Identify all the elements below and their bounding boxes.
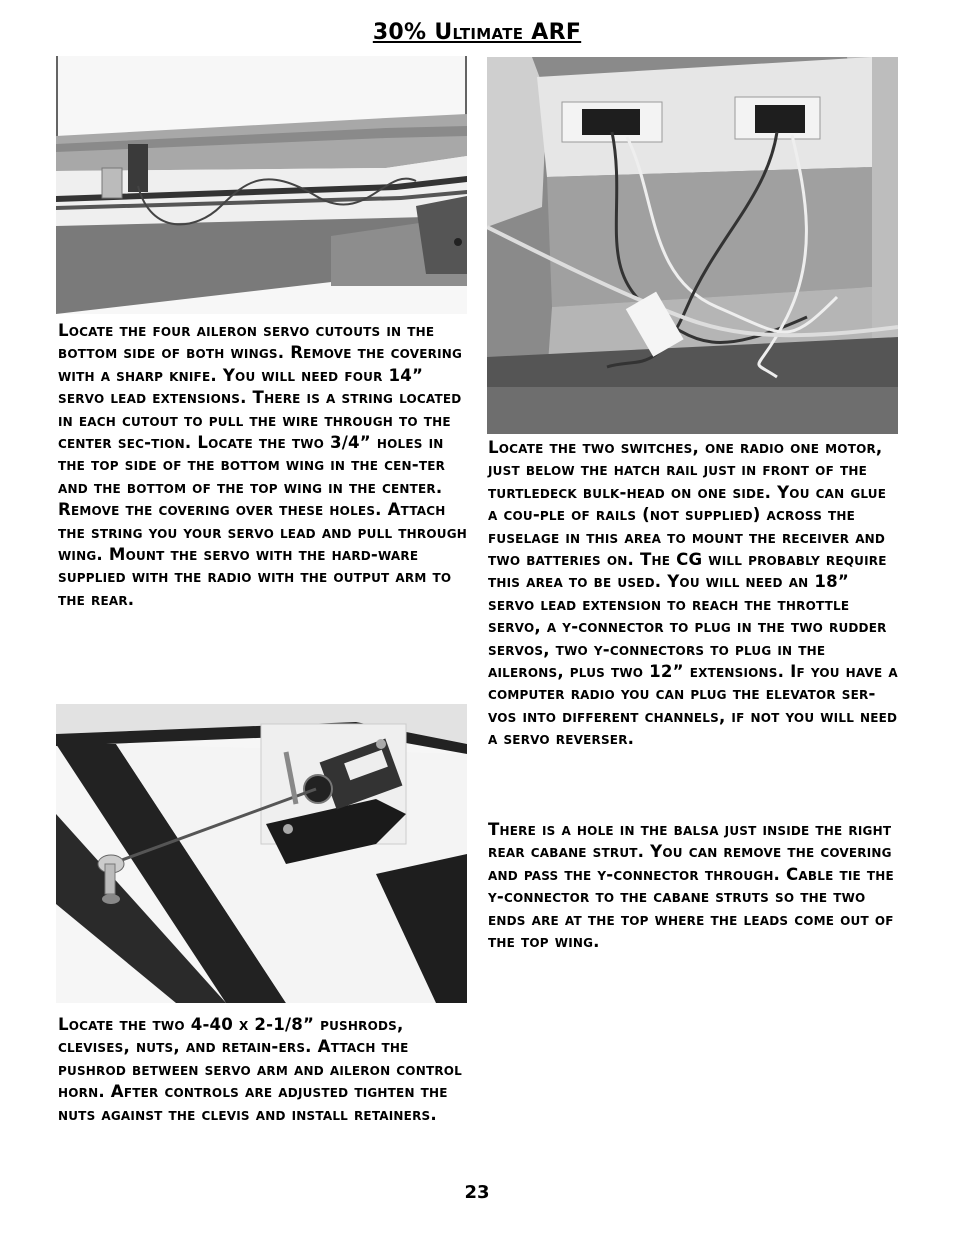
photo-servo-pushrod	[56, 704, 467, 1003]
switches-instructions: Locate the two switches, one radio one motor, just below the hatch rail just in front of the turtledeck bulk-head on one side. You can glue a cou-ple of rails (not supplied) across the fuselage in this area to mount the receiver and two batteries on. The CG will probably require this area to be used. You will need an 18” servo lead extension to reach the throttle servo, a y-connector to plug in the two rudder servos, two y-connectors to plug in the ailerons, plus two 12” extensions. If you have a computer radio you can plug the elevator ser-vos into different channels, if not you will need a servo reverser.	[488, 438, 898, 749]
photo-aileron-servo-cutout	[56, 56, 467, 314]
page-title: 30% Ultimate ARF	[372, 20, 582, 45]
pushrod-instructions: Locate the two 4-40 x 2-1/8” pushrods, clevises, nuts, and retain-ers. Attach the pushrod between servo arm and aileron control horn. After controls are adjusted tighten the nuts against the clevis and install retainers.	[58, 1015, 463, 1124]
cabane-instructions: There is a hole in the balsa just inside the right rear cabane strut. You can remove the covering and pass the y-connector through. Cable tie the y-connector to the cabane struts so the two ends are at the top where the leads come out of the top wing.	[488, 820, 894, 952]
aileron-servo-instructions: Locate the four aileron servo cutouts in the bottom side of both wings. Remove the covering with a sharp knife. You will need four 14” servo lead extensions. There is a string located in each cutout to pull the wire through to the center sec-tion. Locate the two 3/4” holes in the top side of the bottom wing in the cen-ter and the bottom of the top wing in the center. Remove the covering over these holes. Attach the string you your servo lead and pull through wing. Mount the servo with the hard-ware supplied with the radio with the output arm to the rear.	[58, 321, 468, 609]
photo-fuselage-switches	[487, 57, 898, 434]
page-number: 23	[464, 1182, 490, 1203]
